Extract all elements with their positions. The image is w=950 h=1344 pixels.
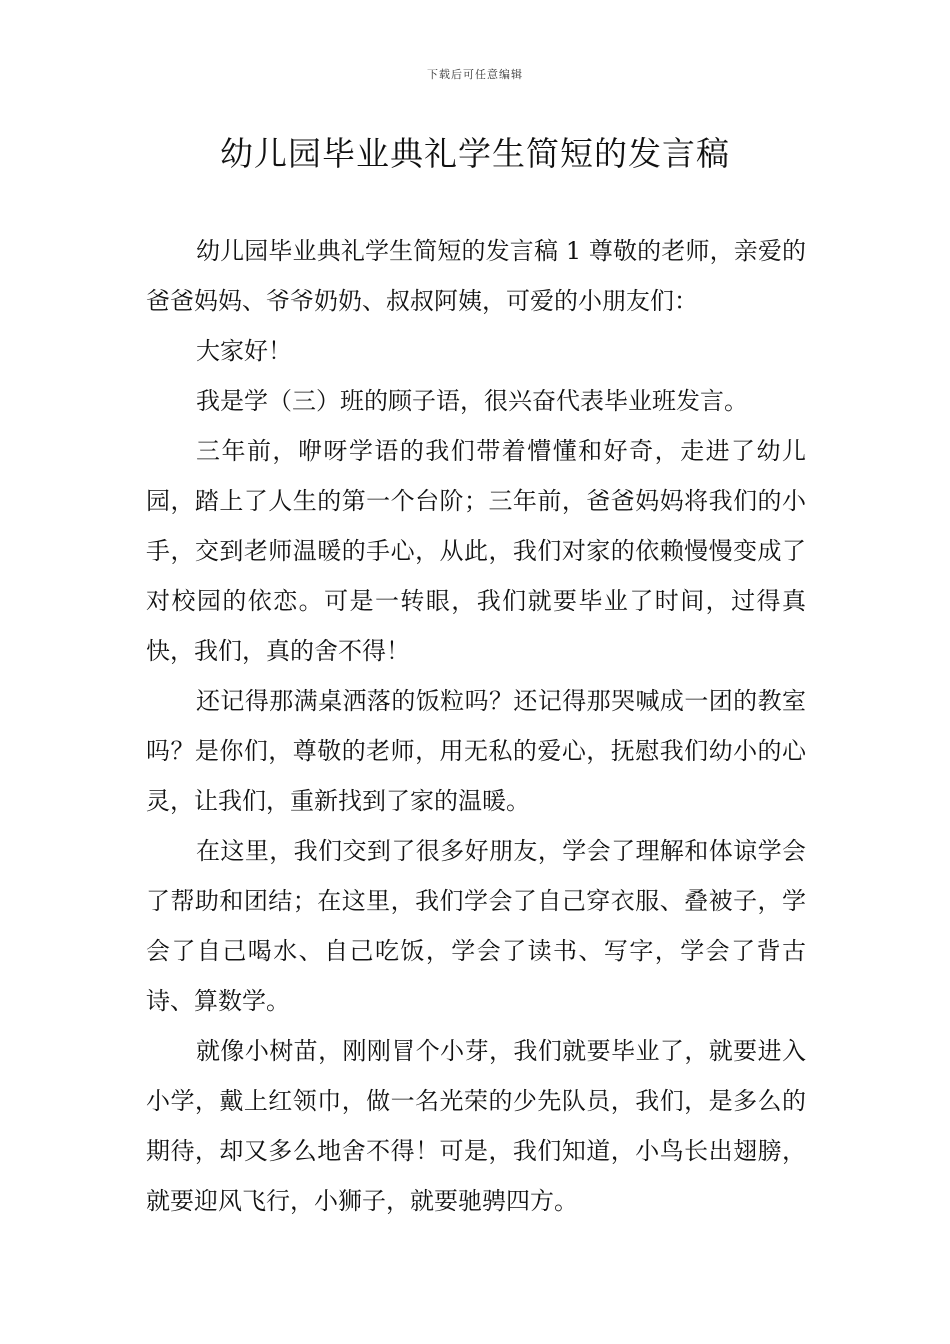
paragraph: 大家好！ bbox=[196, 337, 292, 365]
paragraph: 幼儿园毕业典礼学生简短的发言稿 1 尊敬的老师，亲爱的爸爸妈妈、爷爷奶奶、叔叔阿姨，可爱的小朋友们： bbox=[146, 237, 806, 315]
document-title: 幼儿园毕业典礼学生简短的发言稿 bbox=[220, 134, 730, 173]
paragraph: 我是学（三）班的顾子语，很兴奋代表毕业班发言。 bbox=[196, 387, 748, 415]
paragraph: 三年前，咿呀学语的我们带着懵懂和好奇，走进了幼儿园，踏上了人生的第一个台阶；三年前，爸爸妈妈将我们的小手，交到老师温暖的手心，从此，我们对家的依赖慢慢变成了对校园的依恋。可是一转眼，我们就要毕业了时间，过得真快，我们，真的舍不得！ bbox=[146, 437, 806, 665]
header-note: 下载后可任意编辑 bbox=[427, 68, 523, 81]
document-body bbox=[146, 226, 806, 1226]
paragraph: 还记得那满桌洒落的饭粒吗？还记得那哭喊成一团的教室吗？是你们，尊敬的老师，用无私的爱心，抚慰我们幼小的心灵，让我们，重新找到了家的温暖。 bbox=[146, 687, 806, 815]
paragraph: 就像小树苗，刚刚冒个小芽，我们就要毕业了，就要进入小学，戴上红领巾，做一名光荣的少先队员，我们，是多么的期待，却又多么地舍不得！可是，我们知道，小鸟长出翅膀，就要迎风飞行，小狮子，就要驰骋四方。 bbox=[146, 1037, 806, 1215]
paragraph: 在这里，我们交到了很多好朋友，学会了理解和体谅学会了帮助和团结；在这里，我们学会了自己穿衣服、叠被子，学会了自己喝水、自己吃饭，学会了读书、写字，学会了背古诗、算数学。 bbox=[146, 837, 806, 1015]
